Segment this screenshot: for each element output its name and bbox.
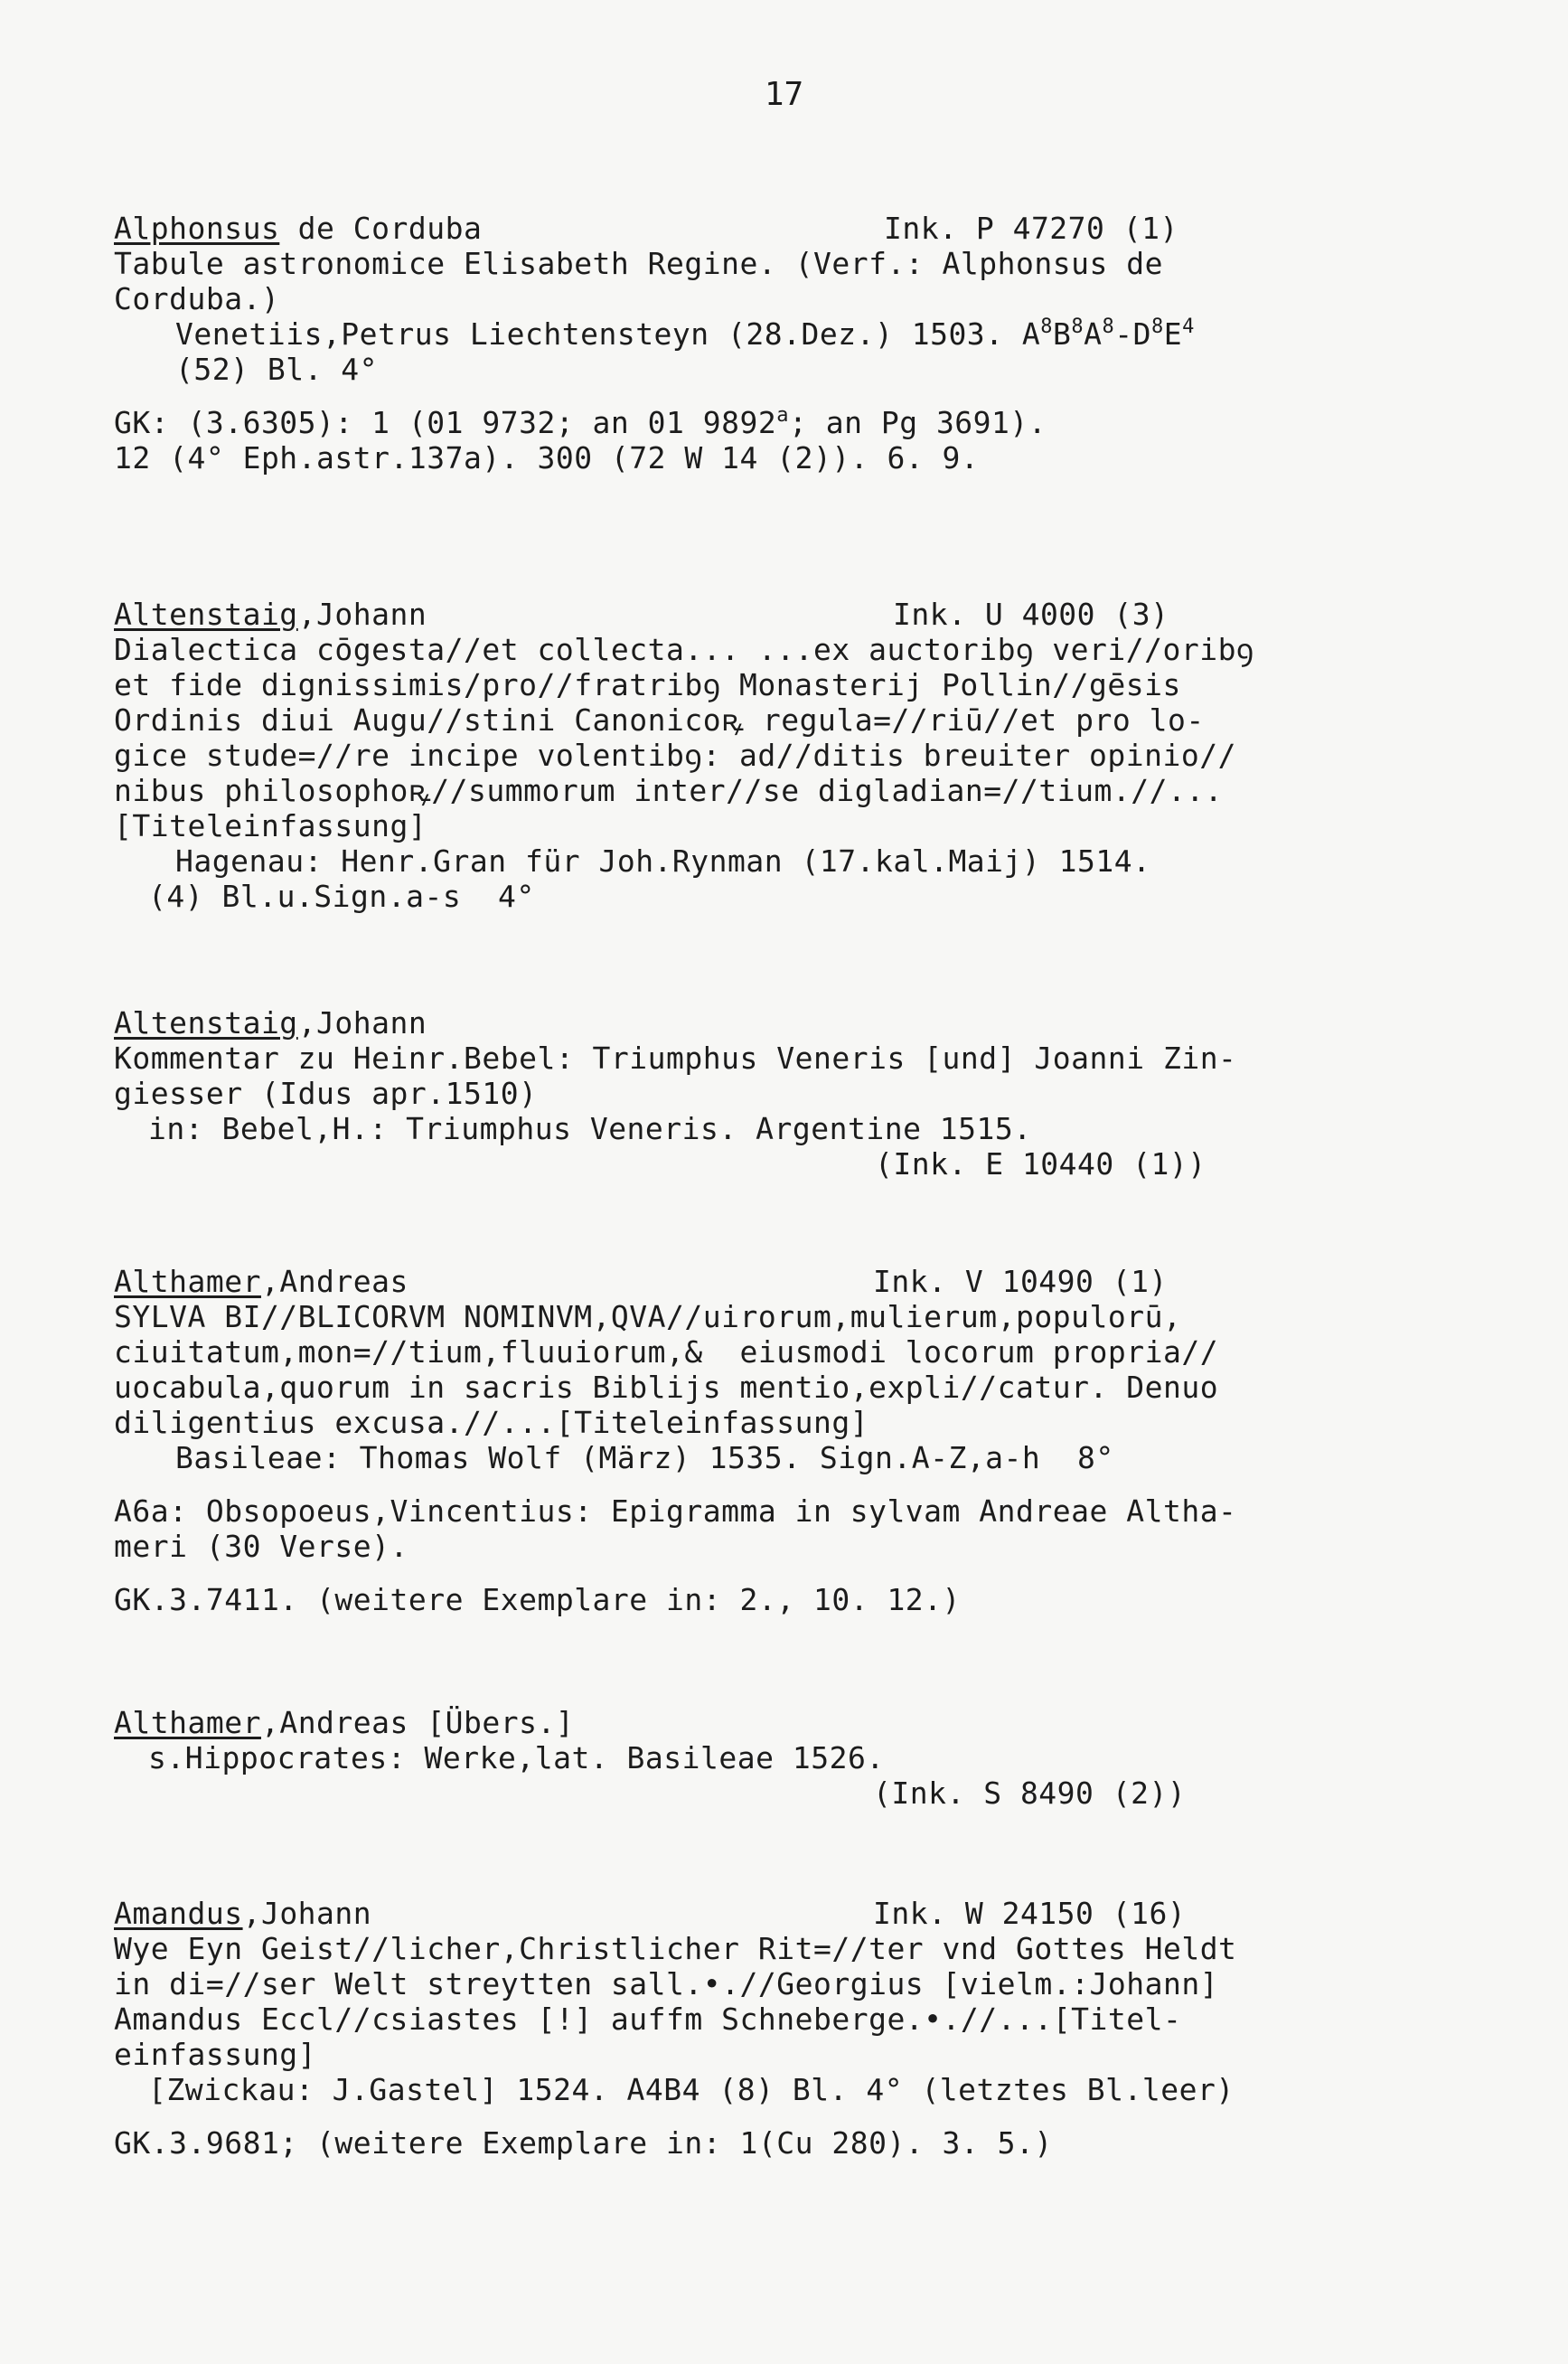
title-line: Tabule astronomice Elisabeth Regine. (Verf.: Alphonsus de: [114, 246, 1163, 281]
title-line: Dialectica cōgesta//et collecta... ...ex auctoribꝯ veri//oribꝯ: [114, 632, 1254, 667]
ink-number: Ink. V 10490 (1): [873, 1264, 1168, 1299]
title-line: in di=//ser Welt streytten sall.•.//Georgius [vielm.:Johann]: [114, 1966, 1219, 2001]
title-line: giesser (Idus apr.1510): [114, 1076, 538, 1111]
author-rest: ,Johann: [242, 1896, 372, 1931]
author-rest: ,Andreas [Übers.]: [260, 1705, 575, 1740]
ink-number-line: [114, 1775, 1316, 1811]
collation-line: (52) Bl. 4°: [175, 352, 379, 387]
catalog-entry-altenstaig-2: [114, 1005, 1316, 1182]
collation-line: (4) Bl.u.Sign.a-s 4°: [148, 879, 535, 914]
imprint-line: in: Bebel,H.: Triumphus Veneris. Argentine 1515.: [148, 1111, 1032, 1146]
gk-line: GK.3.7411. (weitere Exemplare in: 2., 10. 12.): [114, 1582, 961, 1617]
title-line: Wye Eyn Geist//licher,Christlicher Rit=//ter vnd Gottes Heldt: [114, 1931, 1237, 1966]
entry-heading: [114, 597, 1316, 632]
author-name: Alphonsus: [114, 211, 280, 246]
ink-number: Ink. W 24150 (16): [873, 1896, 1187, 1931]
author-rest: de Corduba: [279, 211, 483, 246]
entry-heading: [114, 211, 1316, 246]
author-name: Althamer: [114, 1264, 261, 1299]
imprint-line: s.Hippocrates: Werke,lat. Basileae 1526.: [148, 1740, 885, 1775]
title-line: diligentius excusa.//...[Titeleinfassung]: [114, 1405, 869, 1440]
author-name: Altenstaig: [114, 1005, 298, 1041]
title-line: et fide dignissimis/pro//fratribꝯ Monasterij Pollin//gēsis: [114, 667, 1181, 702]
title-line: gice stude=//re incipe volentibꝯ: ad//ditis breuiter opinio//: [114, 738, 1236, 773]
imprint-line: Basileae: Thomas Wolf (März) 1535. Sign.A-Z,a-h 8°: [175, 1440, 1114, 1475]
author-name: Altenstaig: [114, 597, 298, 632]
imprint-line: Venetiis,Petrus Liechtensteyn (28.Dez.) 1503. $A^8B^8A^8-D^8E^4$: [175, 315, 1195, 352]
note-line: A6a: Obsopoeus,Vincentius: Epigramma in sylvam Andreae Altha-: [114, 1493, 1237, 1529]
entry-heading: [114, 1005, 1316, 1041]
ink-number: Ink. P 47270 (1): [884, 211, 1178, 246]
entry-heading: [114, 1264, 1316, 1299]
catalog-entry-alphonsus: [114, 211, 1316, 476]
title-line: uocabula,quorum in sacris Biblijs mentio,expli//catur. Denuo: [114, 1370, 1219, 1405]
ink-number: (Ink. S 8490 (2)): [873, 1775, 1187, 1811]
catalog-entry-althamer-2: [114, 1705, 1316, 1811]
entry-heading: [114, 1896, 1316, 1931]
gk-line: GK: (3.6305): 1 (01 9732; an 01 9892$^a$; an Pg 3691).: [114, 403, 1047, 440]
title-line: ciuitatum,mon=//tium,fluuiorum,& eiusmodi locorum propria//: [114, 1334, 1219, 1370]
ink-number: Ink. U 4000 (3): [893, 597, 1169, 632]
catalog-entry-althamer-1: [114, 1264, 1316, 1617]
title-line: Corduba.): [114, 281, 280, 316]
title-line: Kommentar zu Heinr.Bebel: Triumphus Veneris [und] Joanni Zin-: [114, 1041, 1237, 1076]
title-line: einfassung]: [114, 2037, 317, 2072]
imprint-line: [Zwickau: J.Gastel] 1524. A4B4 (8) Bl. 4° (letztes Bl.leer): [148, 2072, 1235, 2107]
imprint-line: Hagenau: Henr.Gran für Joh.Rynman (17.kal.Maij) 1514.: [175, 843, 1151, 879]
page-number: 17: [764, 76, 804, 113]
author-name: Amandus: [114, 1896, 243, 1931]
ink-number-line: [114, 1146, 1316, 1182]
catalog-entry-altenstaig-1: [114, 597, 1316, 914]
catalog-entry-amandus: [114, 1896, 1316, 2161]
author-rest: ,Johann: [297, 597, 427, 632]
title-line: [Titeleinfassung]: [114, 808, 427, 843]
author-name: Althamer: [114, 1705, 261, 1740]
title-line: nibus philosophoꝶ//summorum inter//se digladian=//tium.//...: [114, 773, 1224, 808]
gk-line: 12 (4° Eph.astr.137a). 300 (72 W 14 (2)). 6. 9.: [114, 440, 980, 476]
note-line: meri (30 Verse).: [114, 1529, 408, 1564]
ink-number: (Ink. E 10440 (1)): [875, 1146, 1207, 1182]
title-line: Ordinis diui Augu//stini Canonicoꝶ regula=//riū//et pro lo-: [114, 702, 1205, 738]
author-rest: ,Johann: [297, 1005, 427, 1041]
author-rest: ,Andreas: [260, 1264, 408, 1299]
title-line: SYLVA BI//BLICORVM NOMINVM,QVA//uirorum,mulierum,populorū,: [114, 1299, 1182, 1334]
entry-heading: [114, 1705, 1316, 1740]
title-line: Amandus Eccl//csiastes [!] auffm Schneberge.•.//...[Titel-: [114, 2001, 1182, 2037]
gk-line: GK.3.9681; (weitere Exemplare in: 1(Cu 280). 3. 5.): [114, 2125, 1053, 2161]
